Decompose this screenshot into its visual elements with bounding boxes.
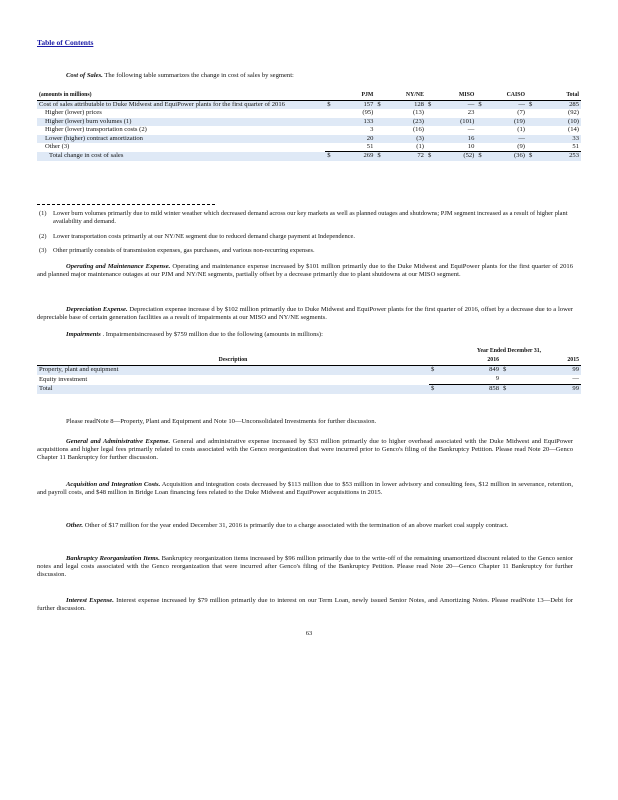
impairments-note: Please readNote 8—Property, Plant and Equipment and Note 10—Unconsolidated Investments for further discussion. <box>66 418 377 425</box>
cell-pjm: 157 <box>337 101 375 110</box>
table-row <box>37 143 581 152</box>
table-total-row <box>37 385 581 395</box>
cell-caiso: (19) <box>488 118 527 126</box>
cost-of-sales-intro <box>37 72 573 80</box>
header-pjm: PJM <box>337 92 375 101</box>
cell-miso: (101) <box>438 118 477 126</box>
currency-sign: $ <box>375 101 387 110</box>
currency-sign: $ <box>426 152 438 161</box>
currency-sign: $ <box>429 366 437 376</box>
currency-sign: $ <box>527 152 539 161</box>
om-expense-title: Operating and Maintenance Expense. <box>66 263 171 270</box>
row-label: Other (3) <box>45 143 70 151</box>
currency-sign: $ <box>325 152 337 161</box>
other-paragraph <box>37 522 573 530</box>
year-ended-header: Year Ended December 31, <box>476 347 542 354</box>
table-row <box>37 118 581 126</box>
table-row <box>37 375 581 385</box>
footnote-divider <box>37 204 215 205</box>
bankruptcy-title: Bankruptcy Reorganization Items. <box>66 555 160 562</box>
cell-2016: 849 <box>437 366 501 376</box>
cell-nyne: (23) <box>387 118 426 126</box>
currency-sign: $ <box>476 101 488 110</box>
cell-caiso: — <box>488 101 527 110</box>
om-expense-paragraph <box>37 263 573 279</box>
currency-sign: $ <box>501 385 509 395</box>
row-label: Total change in cost of sales <box>37 152 325 161</box>
page-number: 63 <box>305 630 313 637</box>
cell-caiso: — <box>488 135 527 143</box>
cell-2015: — <box>572 375 579 383</box>
currency-sign: $ <box>476 152 488 161</box>
row-label: Higher (lower) transportation costs (2) <box>45 126 147 134</box>
row-label: Equity investment <box>39 375 88 383</box>
impairments-table <box>37 347 581 394</box>
bankruptcy-paragraph <box>37 555 573 580</box>
cell-pjm: 20 <box>337 135 375 143</box>
footnote-3 <box>39 247 573 255</box>
cell-nyne: (16) <box>412 126 424 134</box>
table-row <box>37 366 581 376</box>
ga-expense-title: General and Administrative Expense. <box>66 438 171 445</box>
cost-of-sales-text: The following table summarizes the change in cost of sales by segment: <box>104 72 294 79</box>
currency-sign: $ <box>426 101 438 110</box>
cell-nyne: 128 <box>387 101 426 110</box>
footnote-number: (3) <box>39 247 47 254</box>
cell-pjm: (95) <box>362 109 374 117</box>
description-header: Description <box>37 356 429 366</box>
cell-2016: 9 <box>495 375 499 383</box>
cell-miso: — <box>467 126 475 134</box>
table-header-row <box>37 92 581 101</box>
footnote-number: (2) <box>39 233 47 240</box>
cell-total: 51 <box>572 143 579 151</box>
year-header-row <box>37 347 581 356</box>
cell-caiso: (1) <box>517 126 525 134</box>
footnote-text: Other primarily consists of transmission expenses, gas purchases, and various non-recurring expenses. <box>53 247 315 254</box>
other-title: Other. <box>66 522 84 529</box>
header-amounts: (amounts in millions) <box>37 92 325 101</box>
cell-nyne: 72 <box>387 152 426 161</box>
footnote-text: Lower burn volumes primarily due to mild winter weather which decreased demand across our key markets as well as planned outages and shutdowns; PJM segment increased as a result of higher plant availability and demand. <box>53 210 568 225</box>
cost-of-sales-title: Cost of Sales. <box>66 72 103 79</box>
interest-paragraph <box>37 597 573 613</box>
cell-miso: 10 <box>467 143 475 151</box>
impairments-paragraph <box>37 331 573 339</box>
row-label: Higher (lower) burn volumes (1) <box>37 118 325 126</box>
cell-total: (10) <box>539 118 581 126</box>
year-2015-header: 2015 <box>509 356 581 366</box>
cell-total: 33 <box>539 135 581 143</box>
currency-sign: $ <box>325 101 337 110</box>
cell-2016: 858 <box>437 385 501 395</box>
cell-nyne: (3) <box>387 135 426 143</box>
depreciation-title: Depreciation Expense. <box>66 306 128 313</box>
cell-total: 285 <box>539 101 581 110</box>
year-2016-header: 2016 <box>437 356 501 366</box>
cell-nyne: (13) <box>412 109 424 117</box>
cell-2015: 99 <box>509 366 581 376</box>
footnote-1 <box>39 210 573 226</box>
cost-of-sales-table <box>37 92 581 161</box>
cell-pjm: 133 <box>337 118 375 126</box>
row-label: Cost of sales attributable to Duke Midwest and EquiPower plants for the first quarter of 2016 <box>37 101 325 110</box>
other-text: Other of $17 million for the year ended December 31, 2016 is primarily due to a charge associated with the termination of an above market coal supply contract. <box>84 522 509 529</box>
cell-miso: 16 <box>438 135 477 143</box>
ga-expense-text: General and administrative expense increased by $33 million primarily due to higher overhead associated with the Duke Midwest and EquiPower acquisitions and higher legal fees primarily related to costs associated with the Genco reorganization that were incurred prior to Genco's filing of the Bankruptcy Petition. Please read Note 20—Genco Chapter 11 Bankruptcy for further discussion. <box>37 438 574 462</box>
acquisition-title: Acquisition and Integration Costs. <box>66 481 161 488</box>
cell-total: 253 <box>539 152 581 161</box>
cell-miso: — <box>438 101 477 110</box>
table-row <box>37 126 581 134</box>
cell-nyne: (1) <box>416 143 424 151</box>
impairments-text: . Impairmentsincreased by $759 million due to the following (amounts in millions): <box>102 331 323 338</box>
interest-title: Interest Expense. <box>66 597 114 604</box>
om-expense-text: Operating and maintenance expense increased by $101 million primarily due to the Duke Midwest and EquiPower plants for the first quarter of 2016 and planned major maintenance outages at our PJM and NY/NE segments, partially offset by a decrease primarily due to plant shutdowns at our MISO segment. <box>37 263 573 279</box>
header-total: Total <box>539 92 581 101</box>
cell-miso: 23 <box>467 109 475 117</box>
acquisition-text: Acquisition and integration costs decreased by $113 million due to $53 million in lower advisory and consulting fees, $12 million in severance, retention, and payroll costs, and $48 million in Bridge Loan financing fees related to the Duke Midwest and EquiPower acquisitions in 2015. <box>37 481 573 497</box>
row-label: Property, plant and equipment <box>37 366 429 376</box>
currency-sign: $ <box>501 366 509 376</box>
table-of-contents-link[interactable]: Table of Contents <box>37 38 94 47</box>
table-row <box>37 135 581 143</box>
table-total-row <box>37 152 581 161</box>
header-nyne: NY/NE <box>387 92 426 101</box>
depreciation-paragraph <box>37 306 573 322</box>
cell-miso: (52) <box>438 152 477 161</box>
cell-pjm: 51 <box>366 143 374 151</box>
cell-caiso: (9) <box>517 143 525 151</box>
footnote-number: (1) <box>39 210 47 217</box>
currency-sign: $ <box>527 101 539 110</box>
currency-sign: $ <box>375 152 387 161</box>
table-row <box>37 109 581 117</box>
cell-2015: 99 <box>509 385 581 395</box>
impairments-title: Impairments <box>66 331 101 338</box>
footnote-2 <box>39 233 573 241</box>
currency-sign: $ <box>429 385 437 395</box>
header-miso: MISO <box>438 92 477 101</box>
row-label: Total <box>37 385 429 395</box>
table-row <box>37 101 581 110</box>
cell-pjm: 3 <box>370 126 374 134</box>
column-header-row <box>37 356 581 366</box>
footnote-text: Lower transportation costs primarily at our NY/NE segment due to reduced demand charge payment at Independence. <box>53 233 355 240</box>
depreciation-text: Depreciation expense increase d by $102 million primarily due to Duke Midwest and EquiPower plants for the first quarter of 2016, offset by a decrease due to a lower depreciable base of certain generation facilities as a result of impairments at our MISO and NY/NE segments. <box>37 306 573 322</box>
row-label: Lower (higher) contract amortization <box>37 135 325 143</box>
acquisition-paragraph <box>37 481 573 497</box>
cell-caiso: (7) <box>517 109 525 117</box>
header-caiso: CAISO <box>488 92 527 101</box>
cell-pjm: 269 <box>337 152 375 161</box>
cell-caiso: (36) <box>488 152 527 161</box>
interest-text: Interest expense increased by $79 million primarily due to interest on our Term Loan, newly issued Senior Notes, and Amortizing Notes. Please readNote 13—Debt for further discussion. <box>37 597 574 613</box>
bankruptcy-text: Bankruptcy reorganization items increased by $96 million primarily due to the write-off of the remaining unamortized discount related to the Genco senior notes and legal costs associated with the Genco reorganization that were incurred after Genco's filing of the Bankruptcy Petition. Please read Note 20—Genco Chapter 11 Bankruptcy for further discussion. <box>37 555 573 579</box>
cell-total: (14) <box>568 126 579 134</box>
cell-total: (92) <box>568 109 579 117</box>
ga-expense-paragraph <box>37 438 573 463</box>
row-label: Higher (lower) prices <box>45 109 102 117</box>
